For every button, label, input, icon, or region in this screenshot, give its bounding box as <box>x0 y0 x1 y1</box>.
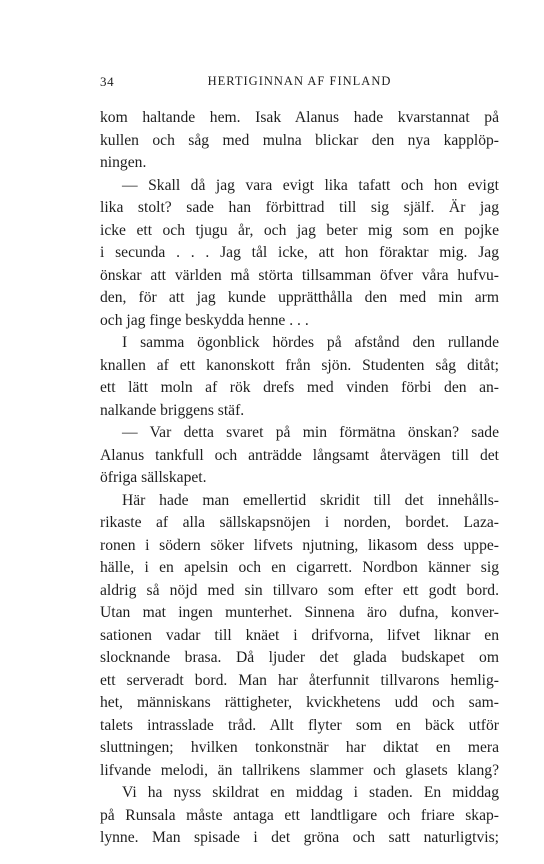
body-text <box>100 107 499 850</box>
text-line: lika stolt? sade han förbittrad till sig själf. Är jag <box>100 199 499 216</box>
text-line: sluttningen; hvilken tonkonstnär har diktat en mera <box>100 739 499 756</box>
text-line: Utan mat ingen munterhet. Sinnena äro dufna, konver- <box>100 604 499 621</box>
text-line: kullen och såg med mulna blickar den nya kapplöp- <box>100 131 499 149</box>
text-line: sationen vadar till knäet i drifvorna, lifvet liknar en <box>100 626 499 644</box>
text-line: nalkande briggens stäf. <box>100 401 245 419</box>
text-line: icke ett och tjugu år, och jag beter mig som en pojke <box>100 221 499 239</box>
page-header <box>100 74 499 92</box>
text-line: lynne. Man spisade i det gröna och satt naturligtvis; <box>100 829 499 846</box>
text-line: knallen af ett kanonskott från sjön. Studenten såg ditåt; <box>100 356 499 374</box>
text-line: Alanus tankfull och anträdde långsamt återvägen till det <box>100 446 499 464</box>
page-number: 34 <box>100 74 115 89</box>
text-line: — Skall då jag vara evigt lika tafatt och hon evigt <box>122 176 499 194</box>
text-line: het, människans rättigheter, kvickhetens udd och sam- <box>100 694 499 711</box>
text-line: önskar att världen må störta tillsamman öfver våra hufvu- <box>100 266 499 284</box>
text-line: ningen. <box>100 154 147 171</box>
text-line: Vi ha nyss skildrat en middag i staden. En middag <box>122 784 499 801</box>
text-line: lifvande melodi, än tallrikens slammer och glasets klang? <box>100 761 499 779</box>
running-title: HERTIGINNAN AF FINLAND <box>207 74 392 88</box>
text-line: slocknande brasa. Då ljuder det glada budskapet om <box>100 649 499 666</box>
text-line: öfriga sällskapet. <box>100 469 207 486</box>
text-line: hälle, i en apelsin och en cigarrett. Nordbon känner sig <box>100 559 499 576</box>
text-line: rikaste af alla sällskapsnöjen i norden, bordet. Laza- <box>100 514 499 531</box>
text-line: kom haltande hem. Isak Alanus hade kvarstannat på <box>100 109 499 126</box>
text-line: och jag finge beskydda henne . . . <box>100 311 309 329</box>
text-line: ett serveradt bord. Man har återfunnit tillvarons hemlig- <box>100 671 499 689</box>
text-line: den, för att jag kunde upprätthålla den med min arm <box>100 289 499 306</box>
text-line: på Runsala måste antaga ett landtligare och friare skap- <box>100 806 499 824</box>
text-line: I samma ögonblick hördes på afstånd den rullande <box>122 334 499 351</box>
text-line: — Var detta svaret på min förmätna önskan? sade <box>122 424 499 441</box>
text-line: i secunda . . . Jag tål icke, att hon föraktar mig. Jag <box>100 244 499 261</box>
text-line: Här hade man emellertid skridit till det innehålls- <box>122 491 499 509</box>
text-line: ronen i södern söker lifvets njutning, likasom dess uppe- <box>100 536 499 554</box>
text-line: aldrig så nöjd med sin tillvaro som efter ett godt bord. <box>100 581 499 599</box>
text-line: talets intrasslade tråd. Allt flyter som en bäck utför <box>100 716 499 734</box>
text-line: ett lätt moln af rök drefs med vinden förbi den an- <box>100 379 499 396</box>
